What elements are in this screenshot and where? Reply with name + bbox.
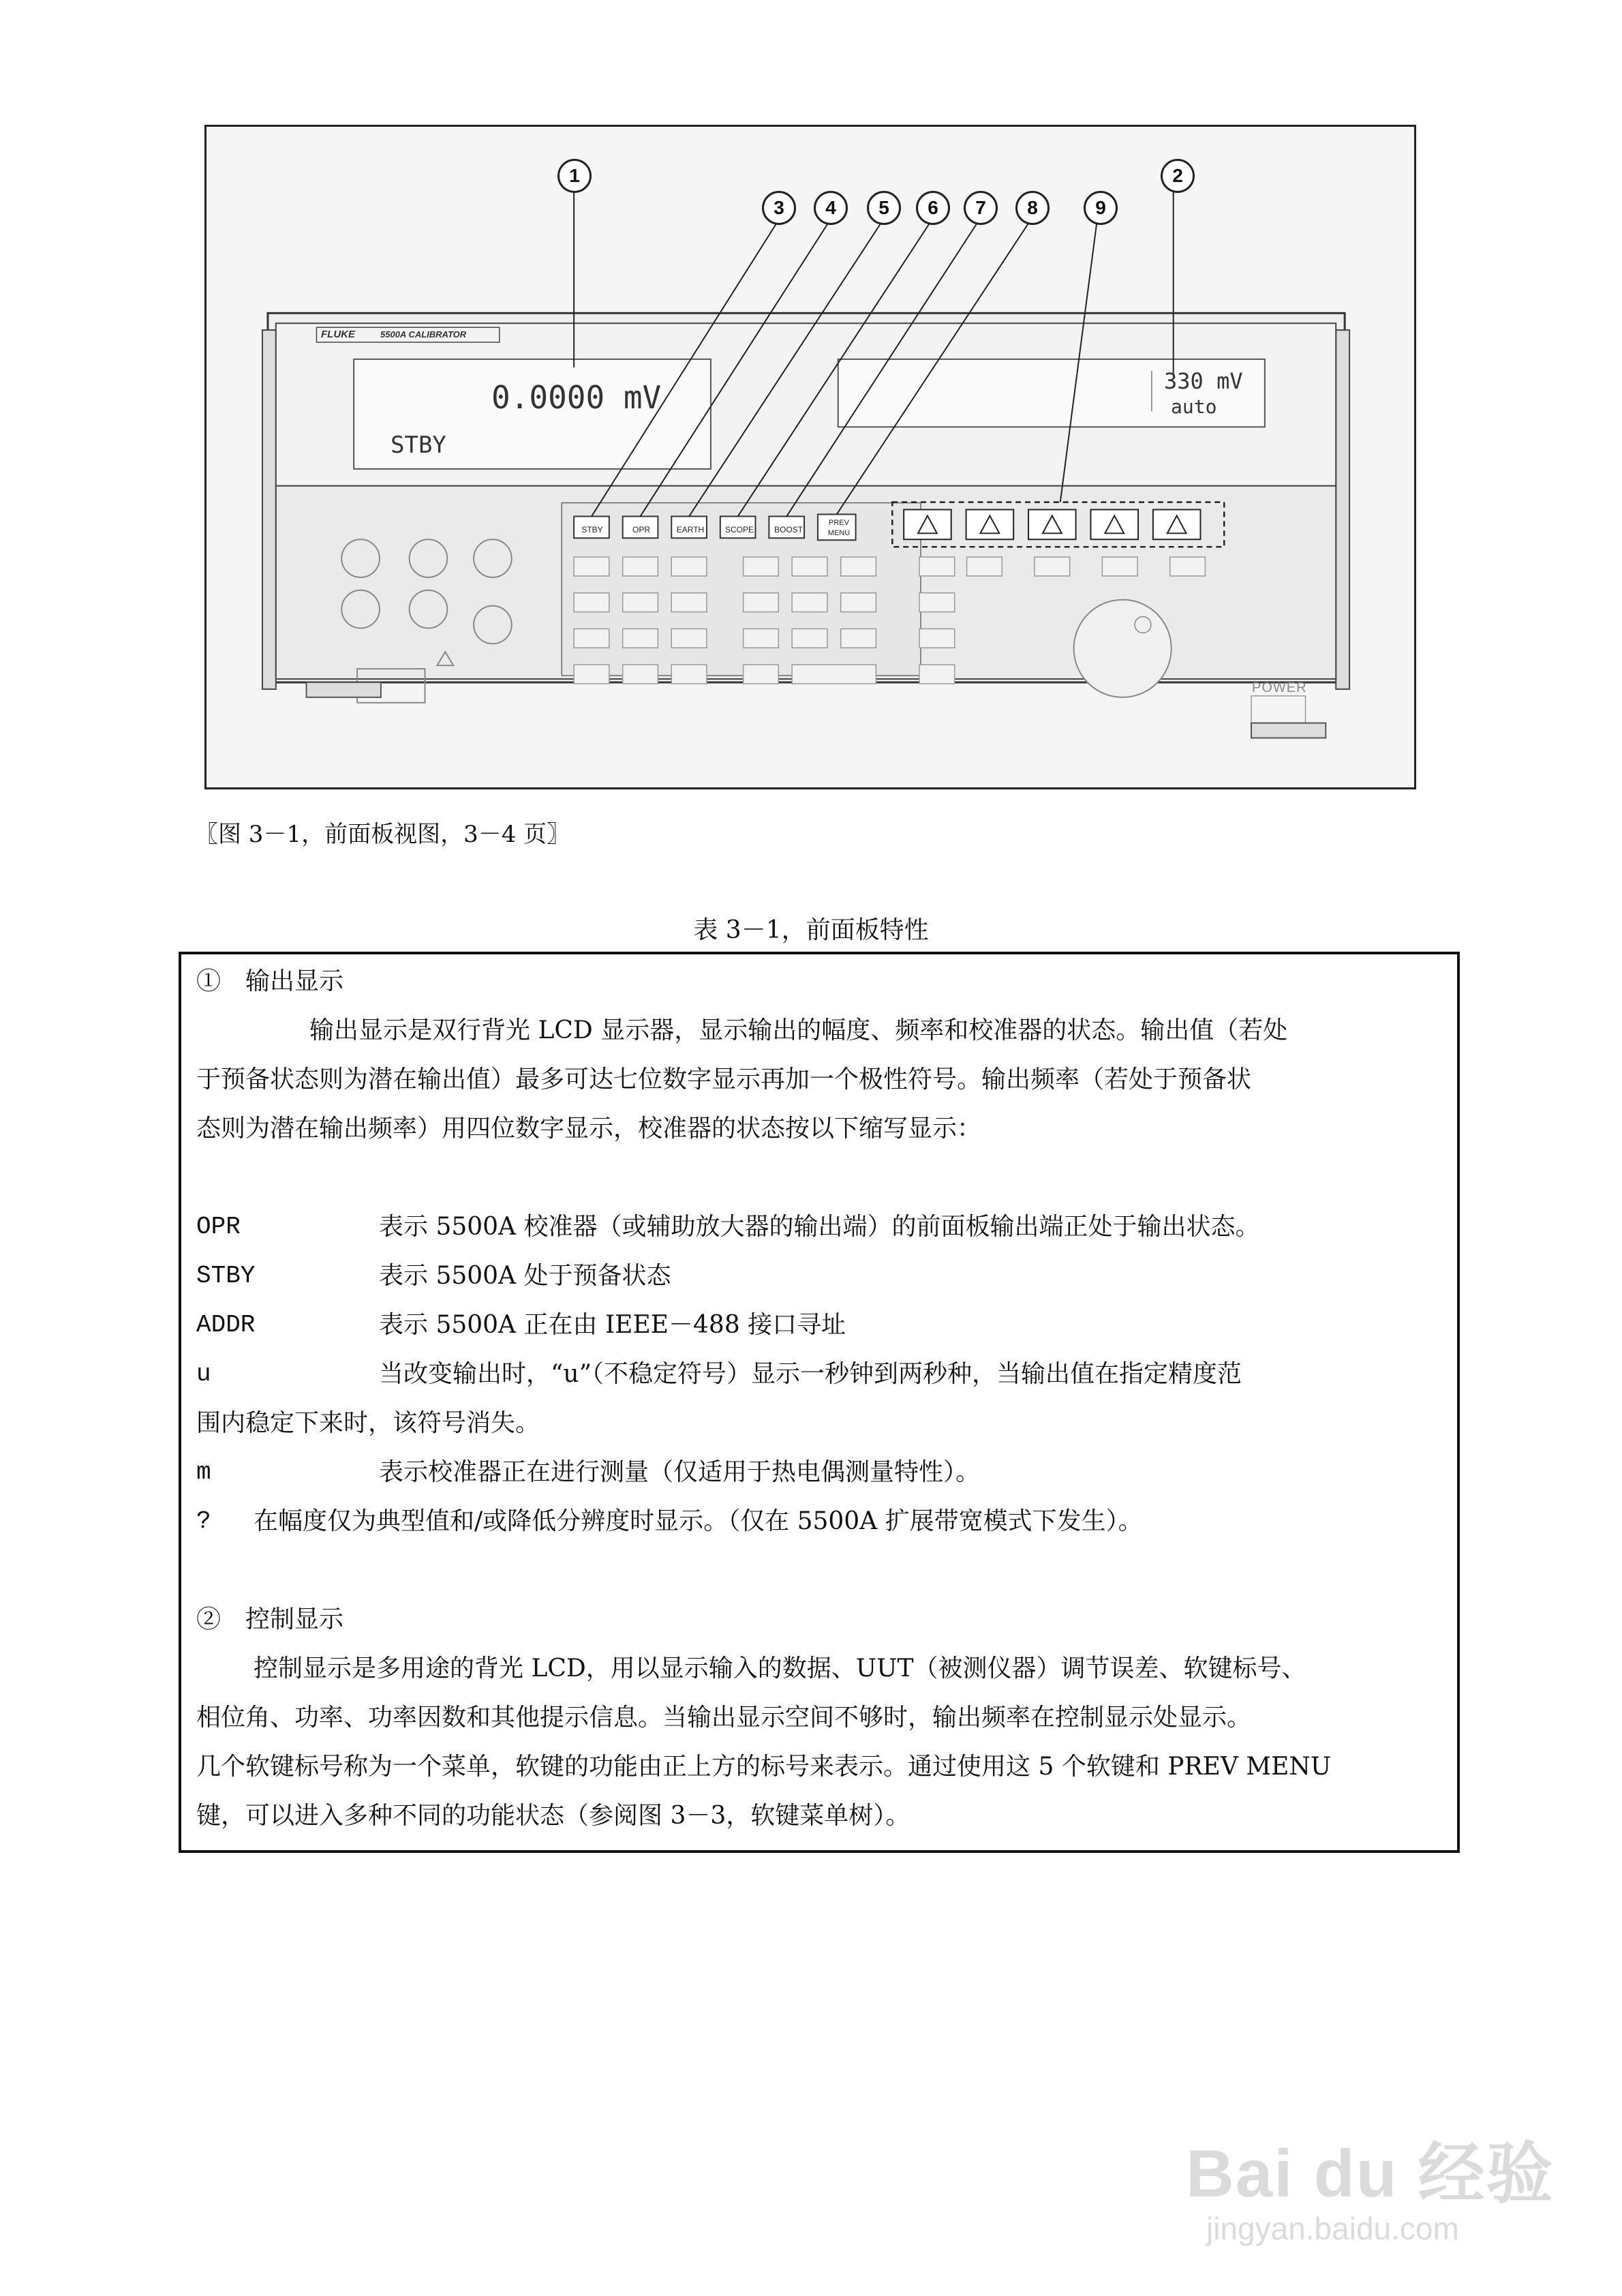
earth-button[interactable]: EARTH: [676, 525, 705, 534]
abbr-label: m: [196, 1458, 211, 1486]
abbr-desc-cont: 围内稳定下来时，该符号消失。: [196, 1409, 540, 1437]
section2-para-line: 几个软键标号称为一个菜单，软键的功能由正上方的标号来表示。通过使用这 5 个软键和 PREV MENU: [196, 1753, 1332, 1781]
abbr-desc: 在幅度仅为典型值和/或降低分辨度时显示。（仅在 5500A 扩展带宽模式下发生）。: [254, 1507, 1143, 1535]
abbr-desc: 表示 5500A 处于预备状态: [379, 1262, 671, 1290]
scope-button[interactable]: SCOPE: [724, 525, 754, 534]
abbr-desc: 当改变输出时，“u”（不稳定符号）显示一秒钟到两秒种，当输出值在指定精度范: [379, 1360, 1242, 1388]
callout-5: 5: [867, 191, 901, 225]
abbr-label: ADDR: [196, 1311, 256, 1339]
output-display-status: STBY: [391, 432, 446, 459]
section1-heading: ① 输出显示: [196, 967, 344, 995]
section1-para-line: 于预备状态则为潜在输出值）最多可达七位数字显示再加一个极性符号。输出频率（若处于预备状: [196, 1066, 1252, 1093]
watermark-brand: Bai du 经验: [1186, 2136, 1555, 2211]
abbr-desc: 表示 5500A 正在由 IEEE－488 接口寻址: [379, 1311, 846, 1339]
callout-6: 6: [916, 191, 950, 225]
abbr-label: u: [196, 1360, 211, 1388]
callout-3: 3: [762, 191, 796, 225]
callout-7: 7: [964, 191, 998, 225]
section2-para-line: 键，可以进入多种不同的功能状态（参阅图 3－3，软键菜单树）。: [196, 1802, 911, 1830]
power-label: POWER: [1252, 680, 1307, 695]
abbr-label: ?: [196, 1507, 211, 1535]
callout-4: 4: [814, 191, 848, 225]
baidu-watermark: [1186, 2120, 1567, 2256]
abbr-desc: 表示 5500A 校准器（或辅助放大器的输出端）的前面板输出端正处于输出状态。: [379, 1213, 1260, 1241]
callout-8: 8: [1015, 191, 1050, 225]
watermark-url: jingyan.baidu.com: [1206, 2211, 1459, 2246]
section2-para-line: 相位角、功率、功率因数和其他提示信息。当输出显示空间不够时，输出频率在控制显示处显示。: [196, 1704, 1252, 1732]
callout-2: 2: [1161, 159, 1195, 193]
output-display-value: 0.0000 mV: [491, 379, 662, 416]
front-panel-drawing: [206, 127, 1414, 787]
opr-button[interactable]: OPR: [632, 525, 650, 534]
brand-logo: FLUKE: [321, 329, 355, 340]
section1-para-line: 输出显示是双行背光 LCD 显示器，显示输出的幅度、频率和校准器的状态。输出值（若处: [309, 1016, 1288, 1044]
feature-table: [179, 952, 1460, 1853]
model-label: 5500A CALIBRATOR: [380, 329, 467, 339]
prev-menu-button[interactable]: PREV MENU: [827, 519, 851, 537]
callout-9: 9: [1084, 191, 1118, 225]
callout-1: 1: [557, 159, 592, 193]
section2-heading: ② 控制显示: [196, 1605, 344, 1633]
table-title: 表 3－1，前面板特性: [693, 916, 929, 944]
abbr-label: OPR: [196, 1213, 241, 1241]
boost-button[interactable]: BOOST: [774, 525, 803, 534]
control-display-status: auto: [1171, 395, 1217, 418]
figure-caption: 〖图 3－1，前面板视图，3－4 页〗: [195, 821, 570, 848]
stby-button[interactable]: STBY: [581, 525, 603, 534]
section2-para-line: 控制显示是多用途的背光 LCD，用以显示输入的数据、UUT（被测仪器）调节误差、软键标号、: [254, 1655, 1306, 1682]
abbr-desc: 表示校准器正在进行测量（仅适用于热电偶测量特性）。: [379, 1458, 981, 1486]
abbr-label: STBY: [196, 1262, 256, 1290]
section1-para-line: 态则为潜在输出频率）用四位数字显示，校准器的状态按以下缩写显示：: [196, 1115, 982, 1143]
control-display-value: 330 mV: [1164, 368, 1243, 394]
front-panel-figure: [204, 125, 1416, 789]
